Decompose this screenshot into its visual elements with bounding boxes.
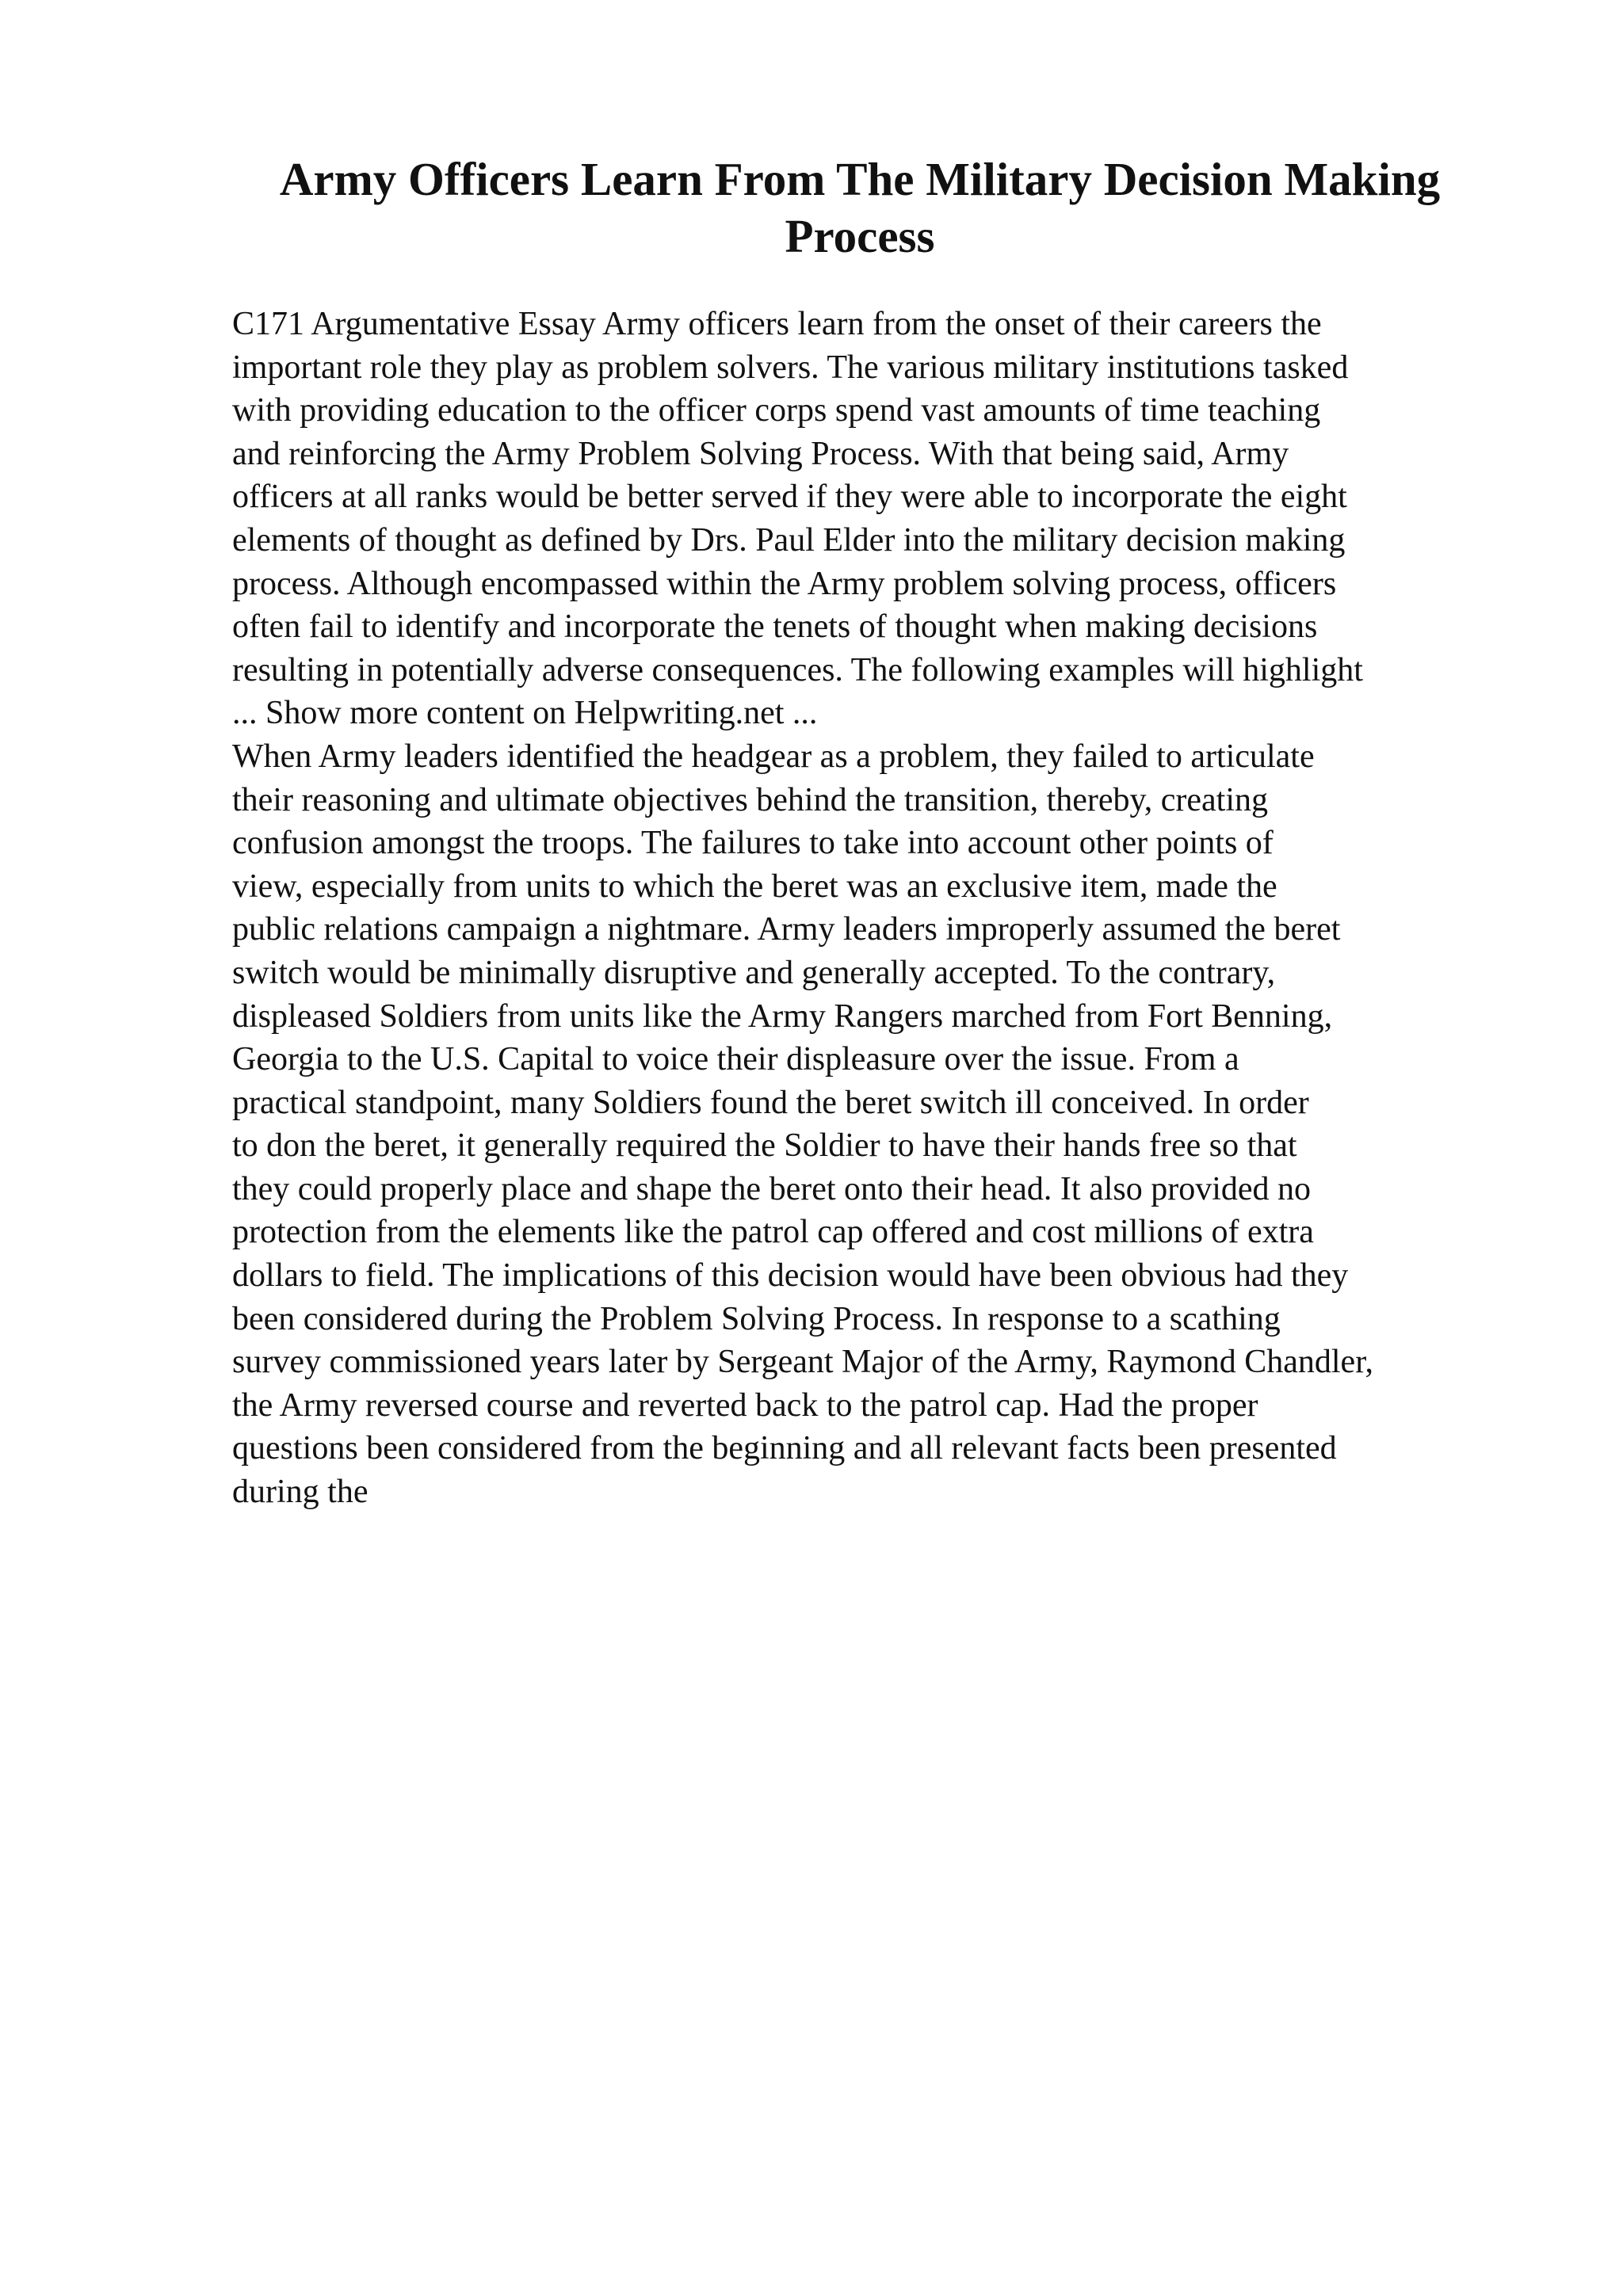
- body-line: to don the beret, it generally required the Soldier to have their hands free so that: [232, 1127, 1297, 1165]
- body-line: with providing education to the officer corps spend vast amounts of time teaching: [232, 392, 1321, 429]
- body-line: resulting in potentially adverse consequences. The following examples will highlight: [232, 651, 1363, 688]
- body-line: elements of thought as defined by Drs. Paul Elder into the military decision making: [232, 521, 1346, 559]
- body-line: C171 Argumentative Essay Army officers learn from the onset of their careers the: [232, 306, 1322, 342]
- show-more-text: ... Show more content on Helpwriting.net ...: [232, 695, 818, 732]
- body-line: questions been considered from the beginning and all relevant facts been presented: [232, 1430, 1337, 1467]
- body-line: practical standpoint, many Soldiers found the beret switch ill conceived. In order: [232, 1084, 1309, 1121]
- paragraph-intro: [232, 303, 1548, 692]
- body-line: their reasoning and ultimate objectives behind the transition, thereby, creating: [232, 781, 1269, 818]
- body-line: protection from the elements like the patrol cap offered and cost millions of extra: [232, 1214, 1314, 1251]
- document-title: [230, 151, 1490, 265]
- body-line: and reinforcing the Army Problem Solving Process. With that being said, Army: [232, 435, 1289, 472]
- body-line: the Army reversed course and reverted back to the patrol cap. Had the proper: [232, 1386, 1258, 1424]
- body-line: they could properly place and shape the beret onto their head. It also provided no: [232, 1170, 1312, 1207]
- title-line-1: Army Officers Learn From The Military Decision Making: [279, 153, 1441, 205]
- body-line: When Army leaders identified the headgear as a problem, they failed to articulate: [232, 738, 1315, 775]
- title-line-2: Process: [785, 210, 935, 262]
- body-line: during the: [232, 1474, 369, 1511]
- document-body: [232, 303, 1548, 1514]
- body-line: dollars to field. The implications of this decision would have been obvious had they: [232, 1257, 1349, 1295]
- body-line: public relations campaign a nightmare. Army leaders improperly assumed the beret: [232, 911, 1341, 948]
- body-line: confusion amongst the troops. The failures to take into account other points of: [232, 825, 1274, 862]
- body-line: important role they play as problem solvers. The various military institutions tasked: [232, 349, 1349, 386]
- body-line: process. Although encompassed within the Army problem solving process, officers: [232, 565, 1337, 602]
- body-line: survey commissioned years later by Sergeant Major of the Army, Raymond Chandler,: [232, 1344, 1373, 1381]
- body-line: switch would be minimally disruptive and generally accepted. To the contrary,: [232, 954, 1276, 991]
- body-line: view, especially from units to which the beret was an exclusive item, made the: [232, 868, 1277, 905]
- paragraph-beret: [232, 735, 1548, 1514]
- body-line: been considered during the Problem Solving Process. In response to a scathing: [232, 1300, 1281, 1337]
- body-line: officers at all ranks would be better served if they were able to incorporate the eight: [232, 479, 1347, 516]
- body-line: displeased Soldiers from units like the Army Rangers marched from Fort Benning,: [232, 997, 1333, 1035]
- body-line: Georgia to the U.S. Capital to voice their displeasure over the issue. From a: [232, 1041, 1239, 1078]
- body-line: often fail to identify and incorporate the tenets of thought when making decisions: [232, 608, 1318, 646]
